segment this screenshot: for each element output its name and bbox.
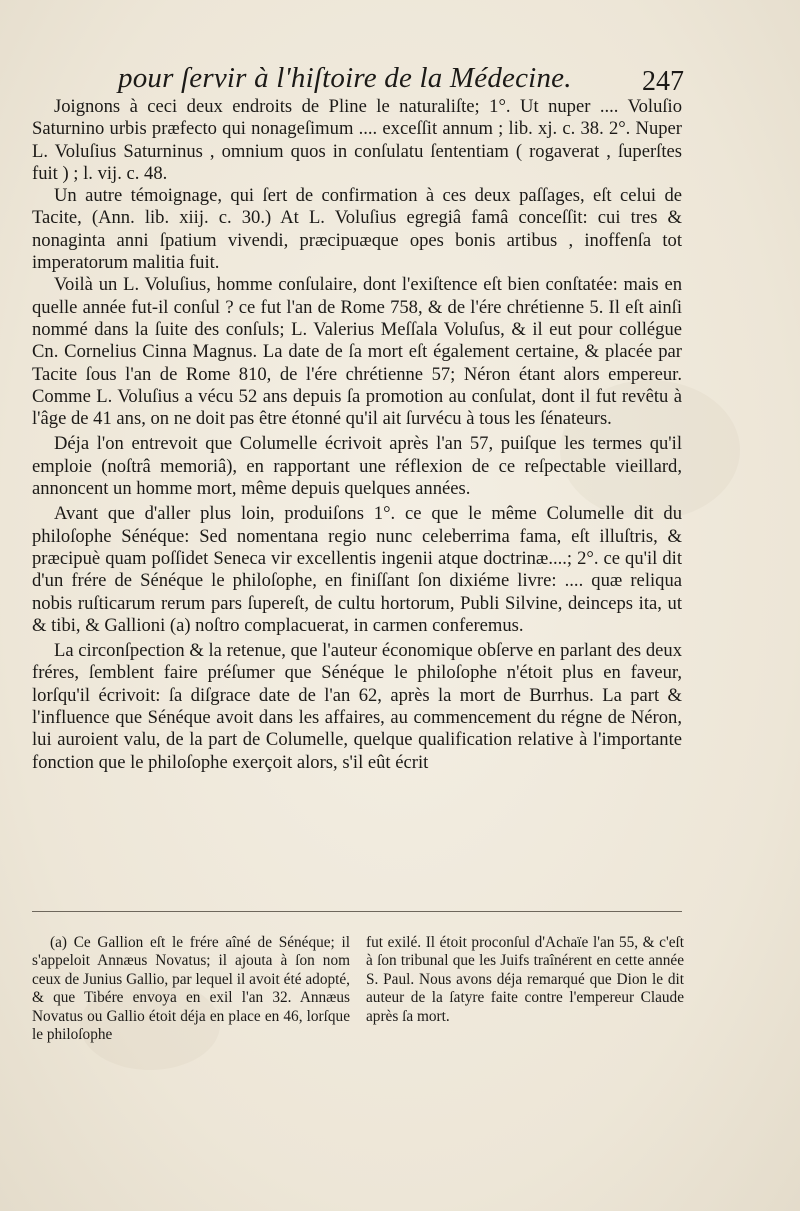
running-title: pour ſervir à l'hiſtoire de la Médecine. — [118, 62, 572, 94]
paragraph: Déja l'on entrevoit que Columelle écrivoit après l'an 57, puiſque les termes qu'il emploie (noſtrâ memoriâ), en rapportant une réflexion de ce reſpectable vieillard, annoncent un homme mort, même depuis quelques années. — [32, 433, 682, 500]
page-number: 247 — [642, 66, 684, 97]
paragraph: Avant que d'aller plus loin, produiſons 1°. ce que le même Columelle dit du philoſophe Sénéque: Sed nomentana regio nunc celeberrima fama, eſt illuſtris, & præcipuè quam poſſidet Seneca vir excellentis ingenii atque doctrinæ....; 2°. ce qu'il dit d'un frére de Sénéque le philoſophe, en finiſſant ſon dixiéme livre: .... quæ reliqua nobis ruſticarum rerum pars ſupereſt, de cultu hortorum, Publi Silvine, deinceps ita, ut & tibi, & Gallioni (a) noſtro complacuerat, in carmen conferemus. — [32, 503, 682, 636]
paragraph: Un autre témoignage, qui ſert de confirmation à ces deux paſſages, eſt celui de Tacite, (Ann. lib. xiij. c. 30.) At L. Voluſius egregiâ famâ conceſſit: cui tres & nonaginta anni ſpatium vivendi, præcipuæque opes bonis artibus , inoffenſa tot imperatorum malitia fuit. — [32, 185, 682, 274]
footnotes — [32, 934, 682, 1094]
paragraph: Voilà un L. Voluſius, homme conſulaire, dont l'exiſtence eſt bien conſtatée: mais en quelle année fut-il conſul ? ce fut l'an de Rome 758, & de l'ére chrétienne 5. Il eſt ainſi nommé dans la ſuite des conſuls; L. Valerius Meſſala Voluſus, & il eut pour collégue Cn. Cornelius Cinna Magnus. La date de ſa mort eſt également certaine, & placée par Tacite ſous l'an de Rome 810, de l'ére chrétienne 57; Néron étant alors empereur. Comme L. Voluſius a vécu 52 ans depuis ſa promotion au conſulat, dont il fut revêtu à l'âge de 41 ans, on ne doit pas être étonné qu'il ait ſurvécu à tous les ſénateurs. — [32, 274, 682, 430]
footnote-column-right — [366, 934, 684, 1026]
paragraph: La circonſpection & la retenue, que l'auteur économique obſerve en parlant des deux fréres, ſemblent faire préſumer que Sénéque le philoſophe n'étoit plus en faveur, lorſqu'il écrivoit: ſa diſgrace date de l'an 62, après la mort de Burrhus. La part & l'influence que Sénéque avoit dans les affaires, au commencement du régne de Néron, lui auroient valu, de la part de Columelle, quelque qualification relative à l'importante fonction que le philoſophe exerçoit alors, s'il eût écrit — [32, 640, 682, 773]
footnote-text: fut exilé. Il étoit proconſul d'Achaïe l'an 55, & c'eſt à ſon tribunal que les Juifs traînérent en cette année S. Paul. Nous avons déja remarqué que Dion le dit auteur de la ſatyre faite contre l'empereur Claude après ſa mort. — [366, 934, 684, 1025]
footnote-column-left — [32, 934, 350, 1044]
paragraph: Joignons à ceci deux endroits de Pline le naturaliſte; 1°. Ut nuper .... Voluſio Saturnino urbis præfecto qui nonageſimum .... exceſſit annum ; lib. xj. c. 38. 2°. Nuper L. Voluſius Saturninus , omnium quos in conſulatu ſententiam ( rogaverat , ſuperſtes fuit ) ; l. vij. c. 48. — [32, 96, 682, 184]
running-header — [118, 60, 684, 100]
main-text — [32, 96, 682, 774]
footnote-text: (a) Ce Gallion eſt le frére aîné de Sénéque; il s'appeloit Annæus Novatus; il ajouta à ſon nom ceux de Junius Gallio, par lequel il avoit été adopté, & que Tibére envoya en exil l'an 32. Annæus Novatus ou Gallio étoit déja en place en 46, lorſque le philoſophe — [32, 934, 350, 1044]
footnote-divider — [32, 911, 682, 912]
